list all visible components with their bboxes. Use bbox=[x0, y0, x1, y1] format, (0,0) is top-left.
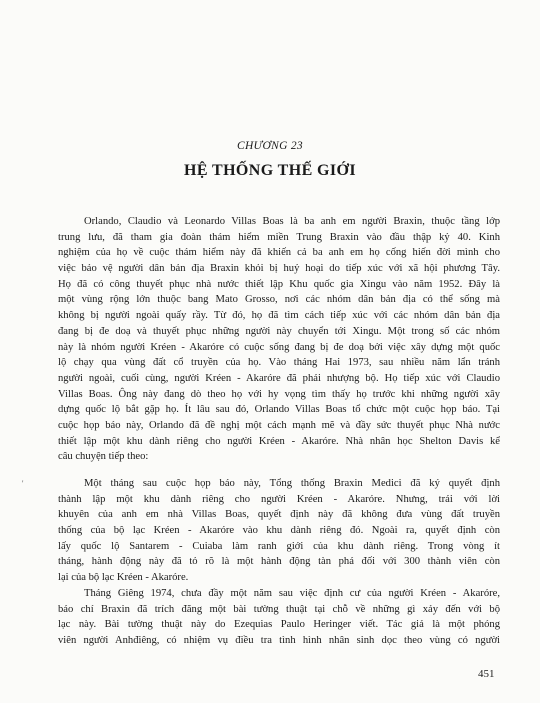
margin-mark: ' bbox=[22, 479, 24, 488]
text-line: thành lập một khu dành riêng cho người Kréen - Akaróre. Nhưng, trái với lời bbox=[58, 493, 500, 505]
text-line: câu chuyện tiếp theo: bbox=[58, 451, 149, 463]
chapter-label: CHƯƠNG 23 bbox=[236, 140, 303, 152]
quote-block bbox=[58, 476, 500, 649]
text-line: người ngoài, cuối cùng, người Kréen - Akaróre đã phải nhượng bộ. Họ tiếp xúc với Claudio bbox=[58, 372, 500, 384]
text-line: cuộc họp báo này, Orlando đã đề nghị một cách mạnh mẽ và đầy sức thuyết phục Nhà nước bbox=[58, 419, 500, 431]
text-line: Villas Boas. Ông này đang dò theo họ với hy vọng tìm thấy họ trước khi những người xây bbox=[58, 388, 500, 400]
text-line: trung lưu, đã tham gia đoàn thám hiểm miền Trung Braxin vào đầu thập kỷ 40. Kinh bbox=[58, 231, 500, 243]
text-line: Một tháng sau cuộc họp báo này, Tổng thống Braxin Medici đã ký quyết định bbox=[84, 478, 500, 489]
text-line: nghiệm của họ về cuộc thám hiểm này đã khiến cả ba anh em họ cống hiến đời mình cho bbox=[58, 247, 500, 259]
text-line: tháng, hành động này đã tỏ rõ là một hành động tàn phá đối với 300 thành viên còn bbox=[58, 556, 500, 568]
text-line: lấy quốc lộ Santarem - Cuiaba làm ranh giới của khu dành riêng. Trong vòng ít bbox=[58, 540, 500, 552]
text-line: thống của bộ lạc Kréen - Akaróre vào khu dành riêng đó. Ngoài ra, quyết định còn bbox=[58, 525, 500, 537]
text-line: Orlando, Claudio và Leonardo Villas Boas là ba anh em người Braxin, thuộc tầng lớp bbox=[84, 216, 500, 227]
text-line: viên người Anhđiêng, có nhiệm vụ điều tra tình hình nhân sinh dọc theo vùng có người bbox=[58, 634, 500, 646]
paragraph-1 bbox=[58, 214, 500, 465]
text-line: thiết lập một khu dành riêng cho người Kréen - Akaróre. Nhà nhân học Shelton Davis kể bbox=[58, 435, 500, 447]
text-line: không bị người ngoài quấy rầy. Từ đó, họ đã tìm cách tiếp xúc với các nhóm dân bản địa bbox=[58, 310, 500, 322]
text-line: báo chí Braxin đã trích đăng một bài tường thuật tại chỗ về những gì xảy đến với bộ bbox=[58, 603, 500, 615]
text-line: Họ đã có công thuyết phục nhà nước thiết lập Khu quốc gia Xingu vào năm 1952. Đây là bbox=[58, 278, 500, 290]
text-line: một vùng rộng lớn thuộc bang Mato Grosso, nơi các nhóm dân bản địa có thể sống mà bbox=[58, 294, 500, 306]
text-line: lại của bộ lạc Kréen - Akaróre. bbox=[58, 572, 189, 584]
chapter-title: HỆ THỐNG THẾ GIỚI bbox=[183, 162, 357, 179]
text-line: khuyên của anh em nhà Villas Boas, quyết định này đã không đưa vùng đất truyền bbox=[58, 509, 500, 521]
text-line: dựng quốc lộ bắt gặp họ. Ít lâu sau đó, Orlando Villas Boas tổ chức một cuộc họp báo. Tại bbox=[58, 404, 500, 416]
text-line: đang bị đe doạ và thuyết phục những người này chuyển tới Xingu. Một trong số các nhóm bbox=[58, 325, 500, 337]
page-number: 451 bbox=[478, 668, 495, 680]
text-line: này là nhóm người Kréen - Akaróre có cuộc sống đang bị đe doạ bởi việc xây dựng một quốc bbox=[58, 341, 500, 353]
text-line: Tháng Giêng 1974, chưa đầy một năm sau việc định cư của người Kréen - Akaróre, bbox=[84, 587, 500, 599]
text-line: lạc này. Bài tường thuật này do Ezequias Paulo Heringer viết. Tác giả là một phóng bbox=[58, 619, 500, 631]
text-line: việc bảo vệ người dân bản địa Braxin khỏi bị huỷ hoại do tiếp xúc với xã hội phương Tây. bbox=[58, 263, 500, 275]
text-line: lộ chạy qua vùng đất cổ truyền của họ. Vào tháng Hai 1973, sau nhiều năm lẩn tránh bbox=[58, 357, 500, 369]
